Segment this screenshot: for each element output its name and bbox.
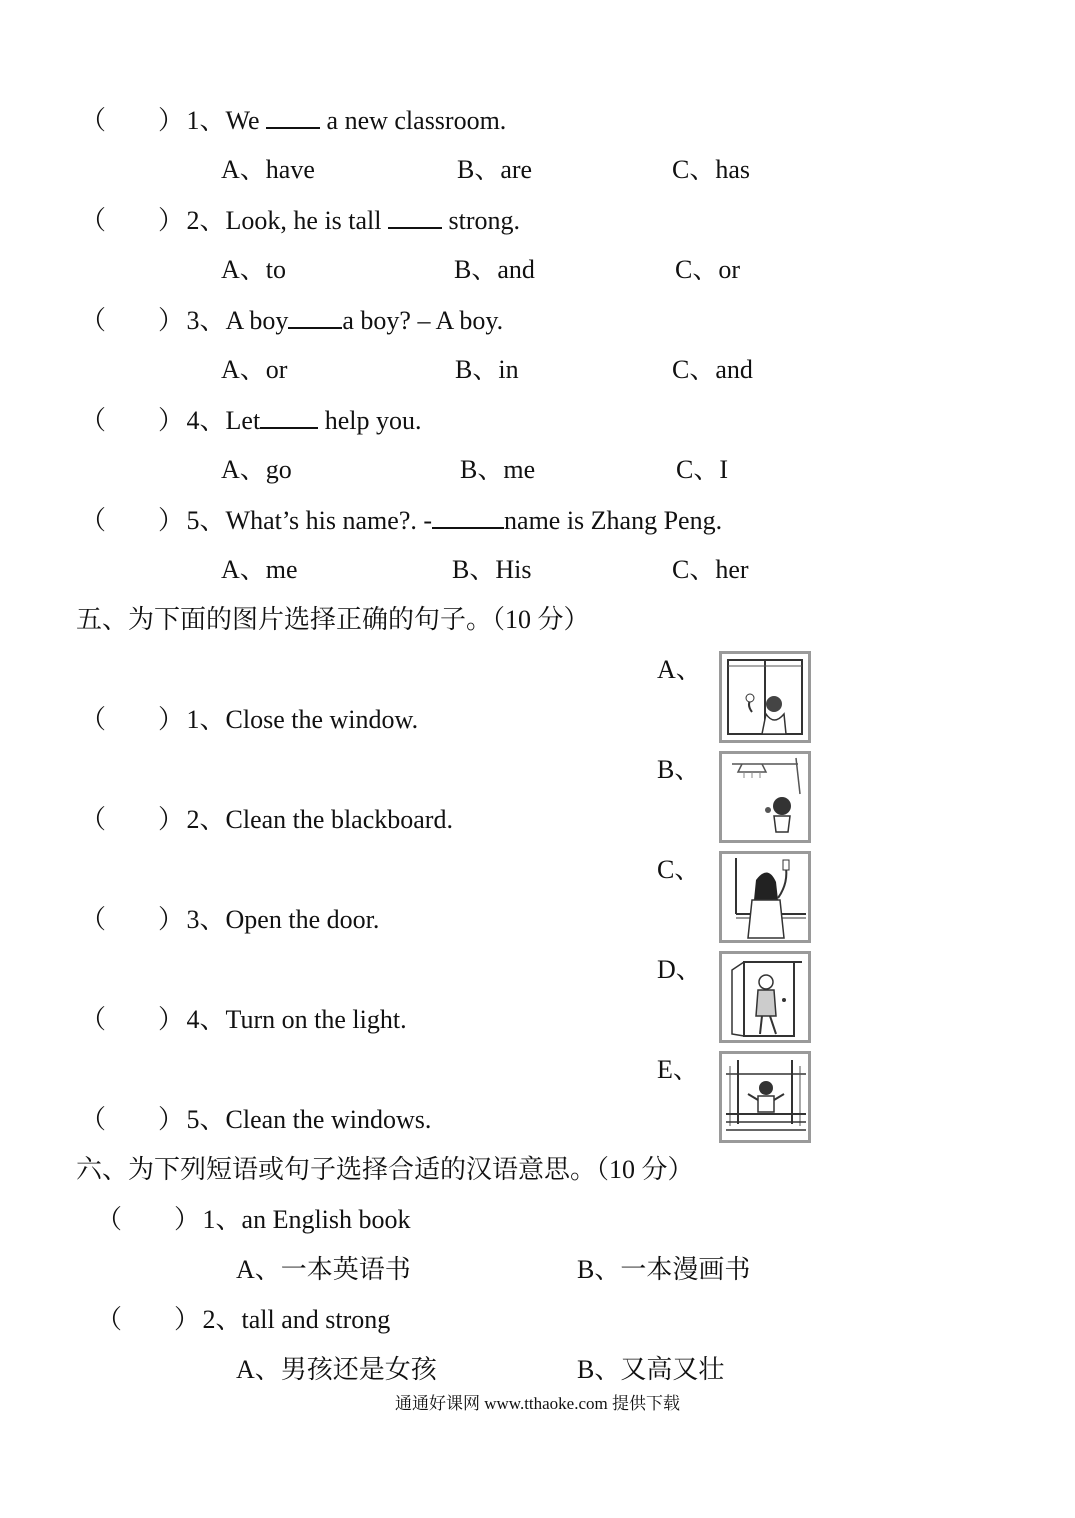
picture-question-5 [80,1105,431,1135]
option-a: A、have [221,155,315,184]
option-a: A、go [221,455,292,484]
picture-label-d: D、 [657,955,702,984]
answer-bracket[interactable]: （ ） [80,206,185,235]
answer-blank [388,205,442,229]
option-c: C、has [672,155,751,184]
answer-bracket[interactable]: （ ） [80,506,185,535]
question-text-pre: We [225,106,267,135]
question-number: 4、 [186,406,226,435]
picture-label-e: E、 [657,1055,699,1084]
question-text: Clean the blackboard. [225,805,453,834]
question-text-pre: Look, he is tall [225,206,389,235]
question-text: an English book [241,1205,411,1234]
question-number: 1、 [202,1205,242,1234]
picture-e-windows-image [719,1051,811,1143]
option-b: B、又高又壮 [577,1355,725,1384]
question-number: 2、 [186,805,226,834]
question-number: 2、 [202,1305,242,1334]
picture-question-2 [80,805,453,835]
question-number: 2、 [186,206,226,235]
answer-bracket[interactable]: （ ） [80,705,185,734]
answer-bracket[interactable]: （ ） [80,1005,185,1034]
picture-label-b: B、 [657,755,701,784]
question-text: Open the door. [225,905,380,934]
question-text-pre: What’s his name?. - [225,506,433,535]
question-text-pre: A boy [225,306,289,335]
option-b: B、are [457,155,533,184]
question-number: 4、 [186,1005,226,1034]
question-text-pre: Let [225,406,261,435]
option-a: A、or [221,355,288,384]
picture-question-1 [80,705,418,735]
question-text-post: strong. [442,206,521,235]
answer-bracket[interactable]: （ ） [80,406,185,435]
option-c: C、I [676,455,729,484]
picture-d-door-image [719,951,811,1043]
option-a: A、to [221,255,287,284]
option-b: B、me [460,455,536,484]
question-text-post: a boy? – A boy. [342,306,504,335]
question-number: 3、 [186,306,226,335]
question-text: Clean the windows. [225,1105,432,1134]
picture-question-4 [80,1005,407,1035]
question-number: 1、 [186,705,226,734]
answer-bracket[interactable]: （ ） [96,1205,201,1234]
answer-bracket[interactable]: （ ） [80,306,185,335]
option-b: B、in [455,355,519,384]
section-5-heading: 五、为下面的图片选择正确的句子。（10 分） [76,605,590,634]
picture-label-c: C、 [657,855,701,884]
answer-bracket[interactable]: （ ） [80,905,185,934]
option-c: C、or [675,255,741,284]
picture-c-blackboard-image [719,851,811,943]
answer-blank [288,305,342,329]
picture-b-light-image [719,751,811,843]
question-number: 1、 [186,106,226,135]
answer-bracket[interactable]: （ ） [80,106,185,135]
option-b: B、His [452,555,532,584]
question-number: 3、 [186,905,226,934]
question-text: Turn on the light. [225,1005,407,1034]
option-a: A、me [221,555,298,584]
answer-bracket[interactable]: （ ） [80,805,185,834]
option-a: A、男孩还是女孩 [236,1355,437,1384]
answer-blank [260,405,318,429]
footer-credit: 通通好课网 www.tthaoke.com 提供下载 [394,1394,681,1413]
question-number: 5、 [186,1105,226,1134]
question-text-post: a new classroom. [320,106,507,135]
option-b: B、and [454,255,535,284]
picture-label-a: A、 [657,655,702,684]
answer-blank [432,505,504,529]
question-text-post: help you. [318,406,422,435]
question-text: tall and strong [241,1305,391,1334]
question-number: 5、 [186,506,226,535]
section-6-heading: 六、为下列短语或句子选择合适的汉语意思。（10 分） [76,1155,694,1184]
question-text: Close the window. [225,705,419,734]
option-c: C、her [672,555,749,584]
option-a: A、一本英语书 [236,1255,411,1284]
picture-question-3 [80,905,379,935]
answer-bracket[interactable]: （ ） [80,1105,185,1134]
answer-bracket[interactable]: （ ） [96,1305,201,1334]
picture-a-window-image [719,651,811,743]
option-b: B、一本漫画书 [577,1255,751,1284]
question-text-post: name is Zhang Peng. [504,506,723,535]
answer-blank [266,105,320,129]
option-c: C、and [672,355,753,384]
